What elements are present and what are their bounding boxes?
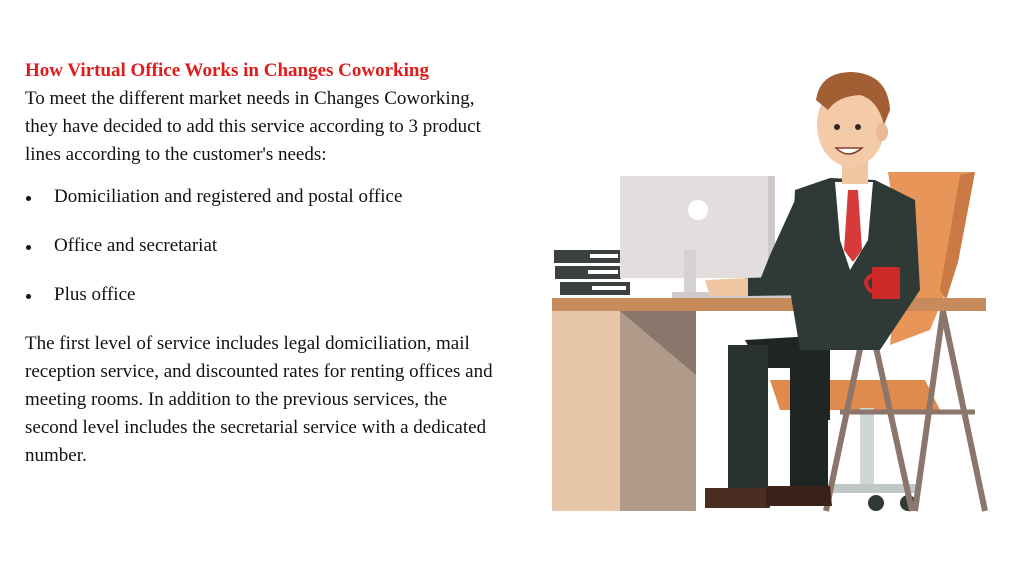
list-item-text: Office and secretariat [54,235,218,256]
list-item-text: Plus office [54,284,136,305]
businessman-working-at-desk-illustration [552,68,988,512]
intro-paragraph: To meet the different market needs in Changes Coworking, they have decided to add this service according to 3 product lines according to the customer's needs: [25,88,481,165]
bullet-icon [26,294,31,299]
bullet-icon [26,245,31,250]
list-item-text: Domiciliation and registered and postal office [54,186,403,207]
closing-paragraph: The first level of service includes legal domiciliation, mail reception service, and discounted rates for renting offices and meeting rooms. In addition to the previous services, the second level includes the secretarial service with a dedicated number. [25,333,493,466]
list-item [25,183,495,211]
heading: How Virtual Office Works in Changes Coworking [25,60,429,81]
article-text [25,57,495,470]
list-item [25,281,495,309]
bullet-icon [26,196,31,201]
product-lines-list [25,183,495,309]
stacked-folders-icon [554,250,630,295]
list-item [25,232,495,260]
